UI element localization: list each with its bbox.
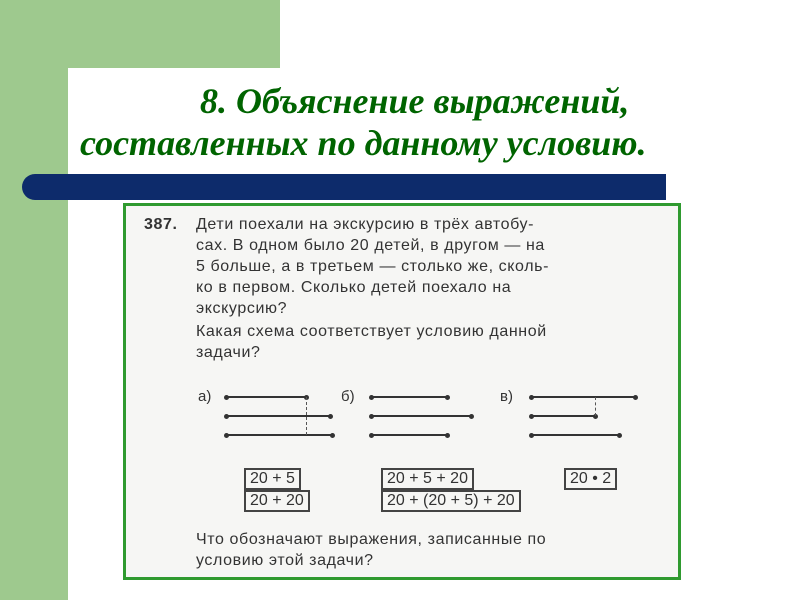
expression-box-a1: 20 + 5 xyxy=(244,468,301,490)
expression-box-a2: 20 + 20 xyxy=(244,490,310,512)
scheme-c-segment-3 xyxy=(531,434,619,436)
scheme-c-label: в) xyxy=(500,388,513,405)
scheme-c-guide xyxy=(595,397,596,416)
scheme-c-point xyxy=(529,433,534,438)
green-left-band xyxy=(0,0,68,600)
question-line: Что обозначают выражения, записанные по xyxy=(196,531,547,548)
scheme-a-label: а) xyxy=(198,388,212,405)
scheme-b-point xyxy=(369,414,374,419)
scheme-b-point xyxy=(369,395,374,400)
scheme-c-segment-1 xyxy=(531,396,635,398)
expression-box-b2: 20 + (20 + 5) + 20 xyxy=(381,490,521,512)
task-line: Какая схема соответствует условию данной xyxy=(196,323,547,340)
scheme-a-segment-3 xyxy=(226,434,332,436)
scheme-a-point xyxy=(328,414,333,419)
scheme-b-point xyxy=(469,414,474,419)
expression-box-b1: 20 + 5 + 20 xyxy=(381,468,474,490)
task-number: 387. xyxy=(144,216,178,233)
scheme-b-point xyxy=(369,433,374,438)
task-line: экскурсию? xyxy=(196,300,288,317)
task-line: сах. В одном было 20 детей, в другом — на xyxy=(196,237,545,254)
scheme-b-segment-1 xyxy=(371,396,447,398)
slide-title-line-1: 8. Объяснение выражений, xyxy=(200,81,630,121)
textbook-excerpt-frame xyxy=(123,203,681,580)
slide-title-line-2: составленных по данному условию. xyxy=(80,123,647,163)
task-line: 5 больше, а в третьем — столько же, сколь- xyxy=(196,258,549,275)
scheme-c-point xyxy=(529,395,534,400)
scheme-a-point xyxy=(330,433,335,438)
scheme-a-guide xyxy=(306,397,307,435)
scheme-a-point xyxy=(224,395,229,400)
scheme-b-point xyxy=(445,433,450,438)
green-top-band xyxy=(68,0,280,68)
expression-box-c1: 20 • 2 xyxy=(564,468,617,490)
scheme-a-point xyxy=(224,414,229,419)
question-line: условию этой задачи? xyxy=(196,552,374,569)
scheme-b-label: б) xyxy=(341,388,355,405)
scheme-b-point xyxy=(445,395,450,400)
scheme-a-segment-1 xyxy=(226,396,306,398)
scheme-a-segment-2 xyxy=(226,415,330,417)
scheme-c-point xyxy=(617,433,622,438)
title-underline-bar xyxy=(22,174,666,200)
scheme-b-segment-2 xyxy=(371,415,471,417)
scheme-b-segment-3 xyxy=(371,434,447,436)
scheme-a-point xyxy=(224,433,229,438)
task-line: ко в первом. Сколько детей поехало на xyxy=(196,279,512,296)
scheme-c-point xyxy=(529,414,534,419)
scheme-c-segment-2 xyxy=(531,415,595,417)
task-line: Дети поехали на экскурсию в трёх автобу- xyxy=(196,216,535,233)
scheme-c-point xyxy=(633,395,638,400)
task-line: задачи? xyxy=(196,344,261,361)
